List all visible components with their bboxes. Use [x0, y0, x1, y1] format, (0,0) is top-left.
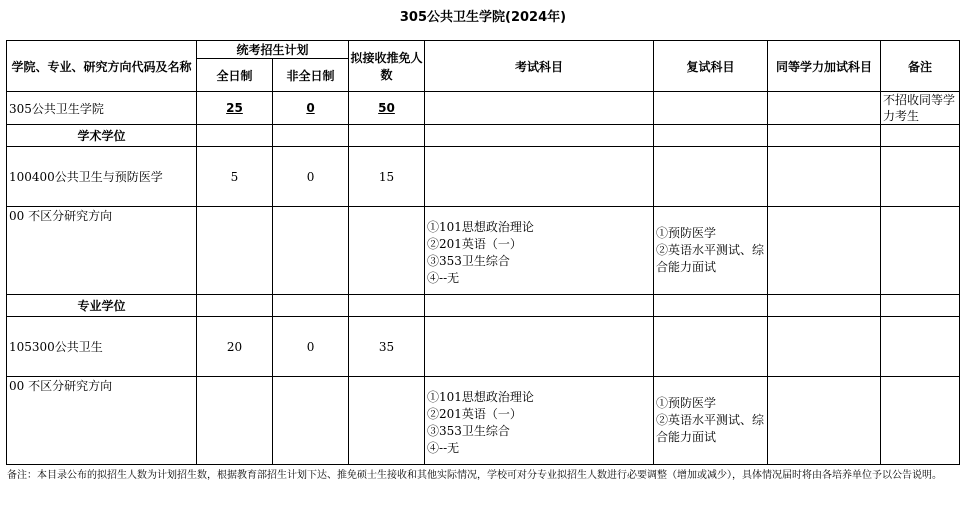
admission-plan-table	[6, 40, 960, 465]
major-parttime: 0	[273, 147, 349, 207]
retest-subjects	[654, 377, 768, 465]
exam-subjects	[425, 377, 654, 465]
header-fulltime: 全日制	[197, 59, 273, 92]
header-exam: 考试科目	[425, 41, 654, 92]
exam-item: ②201英语（一）	[427, 406, 522, 421]
retest-item: ①预防医学	[656, 226, 717, 240]
direction-name: 00 不区分研究方向	[7, 207, 197, 295]
exam-item: ③353卫生综合	[427, 423, 510, 438]
header-parttime: 非全日制	[273, 59, 349, 92]
college-remark: 不招收同等学力考生	[881, 92, 960, 125]
header-college: 学院、专业、研究方向代码及名称	[7, 41, 197, 92]
header-recommend: 拟接收推免人数	[349, 41, 425, 92]
retest-subjects	[654, 207, 768, 295]
table-row	[7, 317, 960, 377]
major-name: 105300公共卫生	[7, 317, 197, 377]
table-row	[7, 207, 960, 295]
major-fulltime: 5	[197, 147, 273, 207]
major-parttime: 0	[273, 317, 349, 377]
college-parttime: 0	[306, 101, 315, 115]
exam-item: ①101思想政治理论	[427, 219, 534, 234]
section-professional	[7, 295, 960, 317]
header-remark: 备注	[881, 41, 960, 92]
footnote: 备注：本目录公布的拟招生人数为计划招生数，根据教育部招生计划下达、推免硕士生接收和其他实际情况，学校可对分专业拟招生人数进行必要调整（增加或减少），具体情况届时将由各培养单位予以公告说明。	[7, 470, 942, 481]
retest-item: ②英语水平测试、综合能力面试	[656, 243, 765, 274]
exam-item: ④--无	[427, 270, 460, 285]
retest-item: ①预防医学	[656, 396, 717, 410]
college-name: 305公共卫生学院	[7, 92, 197, 125]
exam-item: ③353卫生综合	[427, 253, 510, 268]
college-fulltime: 25	[226, 101, 243, 115]
exam-subjects	[425, 207, 654, 295]
header-equal: 同等学力加试科目	[768, 41, 881, 92]
major-recommend: 35	[349, 317, 425, 377]
major-fulltime: 20	[197, 317, 273, 377]
exam-item: ②201英语（一）	[427, 236, 522, 251]
table-row	[7, 377, 960, 465]
table-row	[7, 147, 960, 207]
major-recommend: 15	[349, 147, 425, 207]
exam-item: ④--无	[427, 440, 460, 455]
major-name: 100400公共卫生与预防医学	[7, 147, 197, 207]
header-plan: 统考招生计划	[197, 41, 349, 59]
college-row	[7, 92, 960, 125]
section-academic-label: 学术学位	[7, 125, 197, 147]
direction-name: 00 不区分研究方向	[7, 377, 197, 465]
page-title: 305公共卫生学院(2024年)	[399, 10, 567, 25]
section-professional-label: 专业学位	[7, 295, 197, 317]
header-retest: 复试科目	[654, 41, 768, 92]
exam-item: ①101思想政治理论	[427, 389, 534, 404]
retest-item: ②英语水平测试、综合能力面试	[656, 413, 765, 444]
college-recommend: 50	[378, 101, 395, 115]
section-academic	[7, 125, 960, 147]
